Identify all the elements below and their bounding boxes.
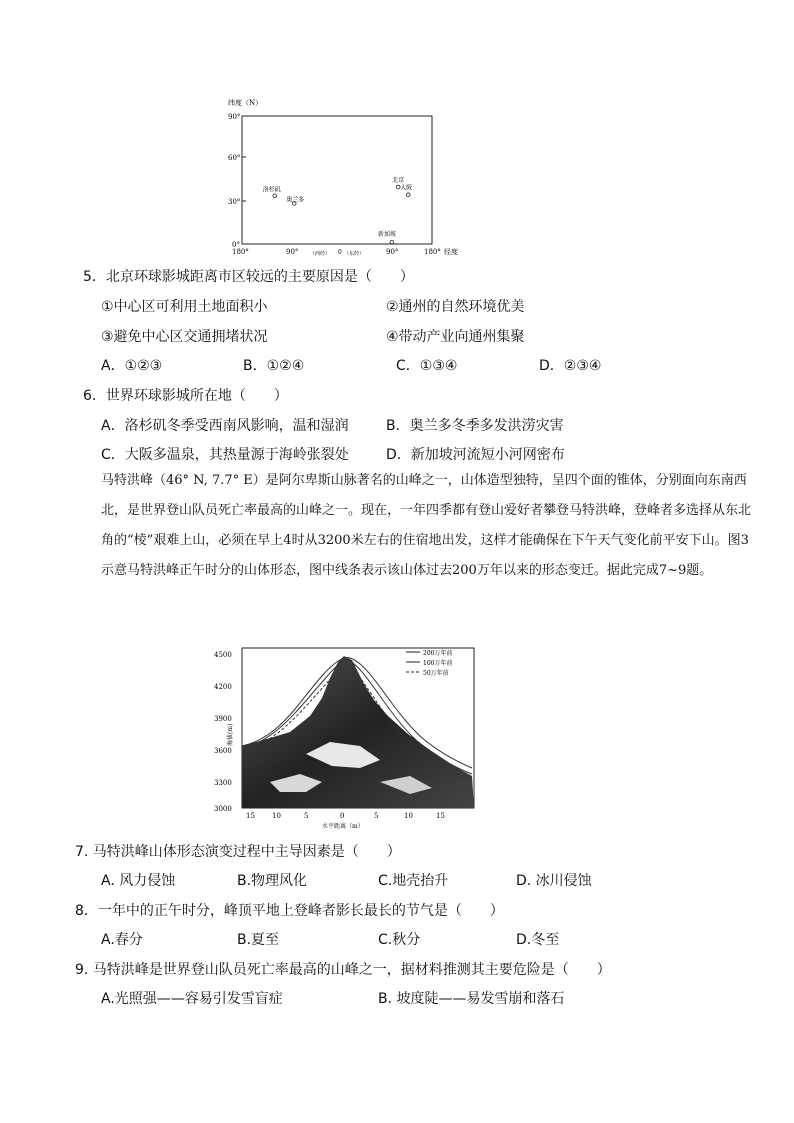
y-tick-3900: 3900 — [214, 715, 232, 723]
q8-option-d: D.冬至 — [516, 932, 560, 948]
map-city-layer — [263, 176, 413, 244]
x-tick-0: 0 — [340, 812, 345, 820]
q5-option-d: D．②③④ — [539, 358, 602, 374]
q9-option-b: B. 坡度陡——易发雪崩和落石 — [378, 991, 565, 1007]
map-y-tick-0: 0° — [232, 241, 240, 249]
map-x-tick-0: 0 — [338, 249, 342, 256]
x-tick-15-right: 15 — [436, 812, 445, 820]
city-label-0: 洛杉矶 — [262, 186, 281, 194]
map-x-axis-label: 经度 — [444, 248, 458, 256]
y-axis-label: 海拔(m) — [227, 723, 234, 746]
world-cities-map — [220, 96, 470, 258]
x-tick-5-right: 5 — [374, 812, 379, 820]
map-x-tick-180w: 180° — [232, 248, 249, 256]
q8-stem: 8．一年中的正午时分，峰顶平地上登峰者影长最长的节气是（ ） — [75, 903, 504, 919]
city-label-1: 奥兰多 — [286, 196, 305, 204]
q5-item-2: ②通州的自然环境优美 — [386, 299, 525, 315]
city-marker-0 — [273, 194, 277, 198]
q5-option-c: C．①③④ — [396, 358, 458, 374]
matterhorn-passage: 马特洪峰（46° N, 7.7° E）是阿尔卑斯山脉著名的山峰之一，山体造型独特，呈四个面的锥体，分别面向东南西北，是世界登山队员死亡率最高的山峰之一。现在，一年四季都有登山爱好者攀登马特洪峰，登峰者多选择从东北角的“棱”艰难上山，必须在早上4时从3200米左右的住宿地出发，这样才能确保在下午天气变化前平安下山。图3示意马特洪峰正午时分的山体形态，图中线条表示该山体过去200万年以来的形态变迁。据此完成7~9题。 — [101, 473, 752, 578]
x-axis-label: 水平距离（m） — [322, 823, 364, 830]
q5-option-b: B．①②④ — [243, 358, 305, 374]
city-marker-3 — [406, 193, 410, 197]
city-label-2: 北京 — [392, 177, 405, 185]
y-tick-3600: 3600 — [214, 747, 232, 755]
x-tick-10-left: 10 — [272, 812, 281, 820]
legend-1m-years: 100万年前 — [423, 660, 453, 667]
q5-item-1: ①中心区可利用土地面积小 — [101, 299, 268, 315]
q7-option-b: B.物理风化 — [237, 873, 308, 889]
x-tick-15-left: 15 — [246, 812, 255, 820]
q5-stem: 5．北京环球影城距离市区较远的主要原因是（ ） — [83, 269, 414, 285]
q5-item-4: ④带动产业向通州集聚 — [386, 329, 525, 345]
map-y-tick-60: 60° — [228, 154, 241, 162]
y-tick-4500: 4500 — [214, 651, 232, 659]
matterhorn-profile-figure — [210, 642, 480, 830]
x-tick-10-right: 10 — [404, 812, 413, 820]
legend-500k-years: 50万年前 — [423, 670, 449, 677]
q7-option-d: D. 冰川侵蚀 — [516, 873, 592, 889]
map-x-tick-90w: 90° — [286, 248, 299, 256]
q6-option-d: D．新加坡河流短小河网密布 — [386, 447, 565, 463]
q6-option-b: B．奥兰多冬季多发洪涝灾害 — [386, 418, 564, 434]
map-y-tick-90: 90° — [228, 113, 241, 121]
map-x-tick-90e: 90° — [386, 248, 399, 256]
q6-option-a: A．洛杉矶冬季受西南风影响，温和湿润 — [101, 418, 349, 434]
y-tick-3000: 3000 — [214, 805, 232, 813]
legend-2m-years: 200万年前 — [423, 650, 453, 657]
q6-stem: 6．世界环球影城所在地（ ） — [83, 388, 288, 404]
y-tick-4200: 4200 — [214, 683, 232, 691]
q9-stem: 9. 马特洪峰是世界登山队员死亡率最高的山峰之一，据材料推测其主要危险是（ ） — [75, 962, 611, 978]
city-label-4: 新加坡 — [377, 231, 396, 239]
q7-option-c: C.地壳抬升 — [378, 873, 449, 889]
map-west-label: （西经） — [310, 251, 331, 257]
x-tick-5-left: 5 — [304, 812, 309, 820]
map-y-tick-30: 30° — [228, 198, 241, 206]
map-y-axis-label: 纬度（N） — [228, 99, 263, 107]
q8-option-a: A.春分 — [101, 932, 143, 948]
q7-stem: 7. 马特洪峰山体形态演变过程中主导因素是（ ） — [75, 844, 401, 860]
q8-option-b: B.夏至 — [237, 932, 280, 948]
q6-option-c: C．大阪多温泉，其热量源于海岭张裂处 — [101, 447, 349, 463]
city-label-3: 大阪 — [400, 184, 413, 192]
map-east-label: （东经） — [344, 251, 365, 257]
q7-option-a: A. 风力侵蚀 — [101, 873, 176, 889]
y-tick-3300: 3300 — [214, 779, 232, 787]
q8-option-c: C.秋分 — [378, 932, 421, 948]
map-x-tick-180e: 180° — [424, 248, 441, 256]
q5-option-a: A．①②③ — [101, 358, 163, 374]
city-marker-4 — [390, 240, 394, 244]
q5-item-3: ③避免中心区交通拥堵状况 — [101, 329, 268, 345]
q9-option-a: A.光照强——容易引发雪盲症 — [101, 991, 283, 1007]
